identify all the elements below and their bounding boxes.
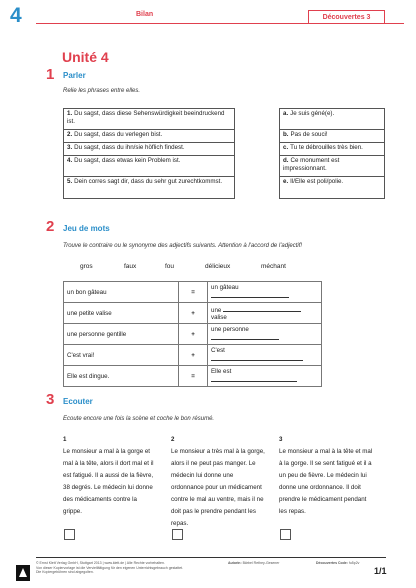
- answer-cell[interactable]: une personne: [208, 324, 322, 345]
- copyright-block: © Ernst Klett Verlag GmbH, Stuttgart 2013 | www.klett.de | Alle Rechte vorbehalten. Von dieser Kopiervorlage ist die Vervielfältigung für den eigenen Unterrichtsgebrauch gestattet. Die Kopiergebühren sind abgegolten.: [36, 561, 184, 575]
- list-item: Je suis géné(e).: [290, 110, 335, 117]
- operator-sign: +: [179, 324, 208, 345]
- answer-cell[interactable]: C'est: [208, 345, 322, 366]
- section-2-number: 2: [46, 218, 55, 235]
- answer-cell[interactable]: un gâteau: [208, 282, 322, 303]
- table-row: [64, 345, 322, 366]
- table-row: c. Tu te débrouilles très bien.: [280, 143, 385, 156]
- table-row: 4. Du sagst, dass etwas kein Problem ist.: [64, 156, 235, 177]
- list-item: Pas de souci!: [290, 131, 328, 138]
- parler-left-table: [63, 108, 235, 199]
- book-label-box: [308, 10, 385, 24]
- summary-option-3: 3 Le monsieur a mal à la tête et mal à la gorge. Il se sent fatigué et il a un peu de fièvre. Le médecin lui donne une ordonnance. Il doit prendre le médicament pendant les repas.: [279, 436, 373, 515]
- parler-right-table: [279, 108, 385, 199]
- table-row: e. Il/Elle est poli/polie.: [280, 177, 385, 199]
- section-2-title: Jeu de mots: [63, 224, 110, 233]
- section-label: Bilan: [136, 11, 154, 18]
- answer-blank[interactable]: [211, 333, 279, 340]
- summary-option-2: 2 Le monsieur a très mal à la gorge, alors il ne peut pas manger. Le médecin lui donne une ordonnance pour un médicament contre le mal au ventre, mais il ne doit pas le prendre pendant les repas.: [171, 436, 265, 527]
- page-title: Unité 4: [62, 49, 109, 65]
- summary-option-1: 1 Le monsieur a mal à la gorge et mal à la tête, alors il dort mal et il est fatigué. Il a aussi de la fièvre, 38 degrés. Le médecin lui donne des médicaments contre la grippe.: [63, 436, 154, 515]
- option-1-checkbox[interactable]: [64, 529, 75, 540]
- chapter-number: 4: [10, 4, 22, 27]
- section-1-instruction: Relie les phrases entre elles.: [63, 88, 141, 94]
- page-number: 1/1: [374, 566, 387, 576]
- answer-blank[interactable]: [211, 354, 303, 361]
- klett-logo: [16, 565, 30, 581]
- word-bank-item: gros: [80, 263, 93, 270]
- section-3-number: 3: [46, 391, 55, 408]
- list-item: Du sagst, dass du verlegen bist.: [74, 131, 163, 138]
- source-phrase: une personne gentille: [64, 324, 179, 345]
- jeu-de-mots-table: [63, 281, 322, 387]
- table-row: [64, 366, 322, 387]
- word-bank-item: méchant: [261, 263, 286, 270]
- source-phrase: Elle est dingue.: [64, 366, 179, 387]
- operator-sign: +: [179, 303, 208, 324]
- word-bank-item: fou: [165, 263, 175, 270]
- table-row: [64, 303, 322, 324]
- option-3-checkbox[interactable]: [280, 529, 291, 540]
- table-row: 2. Du sagst, dass du verlegen bist.: [64, 130, 235, 143]
- source-phrase: C'est vrai!: [64, 345, 179, 366]
- operator-sign: =: [179, 366, 208, 387]
- table-row: d. Ce monument est impressionnant.: [280, 156, 385, 177]
- author-credit: Autorin: Bärbel Rethey-Gesener: [228, 561, 280, 565]
- list-item: Du sagst, dass etwas kein Problem ist.: [74, 157, 181, 164]
- section-2-instruction: Trouve le contraire ou le synonyme des adjectifs suivants. Attention à l'accord de l'adjectif!: [63, 243, 303, 249]
- section-1-title: Parler: [63, 71, 86, 80]
- table-row: [64, 324, 322, 345]
- source-phrase: une petite valise: [64, 303, 179, 324]
- book-code: Découvertes Code: fu5p2v: [316, 561, 360, 565]
- word-bank-item: délicieux: [205, 263, 231, 270]
- operator-sign: =: [179, 282, 208, 303]
- footer-rule: [36, 557, 386, 558]
- list-item: Dein corres sagt dir, dass du sehr gut zurechtkommst.: [74, 178, 223, 185]
- table-row: [64, 282, 322, 303]
- table-row: 1. Du sagst, dass diese Sehenswürdigkeit beeindruckend ist.: [64, 109, 235, 130]
- section-3-title: Ecouter: [63, 397, 93, 406]
- list-item: Du sagst, dass diese Sehenswürdigkeit beeindruckend ist.: [67, 110, 225, 125]
- option-2-checkbox[interactable]: [172, 529, 183, 540]
- list-item: Du sagst, dass du ihn/sie höflich findest.: [74, 144, 185, 151]
- list-item: Ce monument est impressionnant.: [283, 157, 340, 172]
- answer-blank[interactable]: [211, 291, 289, 298]
- source-phrase: un bon gâteau: [64, 282, 179, 303]
- section-3-instruction: Ecoute encore une fois la scène et coche le bon résumé.: [63, 416, 215, 422]
- answer-blank[interactable]: [211, 375, 297, 382]
- book-label: Découvertes 3: [322, 14, 371, 21]
- word-bank-item: faux: [124, 263, 137, 270]
- section-1-number: 1: [46, 66, 55, 83]
- operator-sign: +: [179, 345, 208, 366]
- table-row: 5. Dein corres sagt dir, dass du sehr gut zurechtkommst.: [64, 177, 235, 199]
- table-row: 3. Du sagst, dass du ihn/sie höflich findest.: [64, 143, 235, 156]
- list-item: Tu te débrouilles très bien.: [290, 144, 363, 151]
- answer-blank[interactable]: [223, 305, 301, 312]
- table-row: b. Pas de souci!: [280, 130, 385, 143]
- answer-cell[interactable]: Elle est: [208, 366, 322, 387]
- list-item: Il/Elle est poli/polie.: [290, 178, 344, 185]
- answer-cell[interactable]: une valise: [208, 303, 322, 324]
- table-row: a. Je suis géné(e).: [280, 109, 385, 130]
